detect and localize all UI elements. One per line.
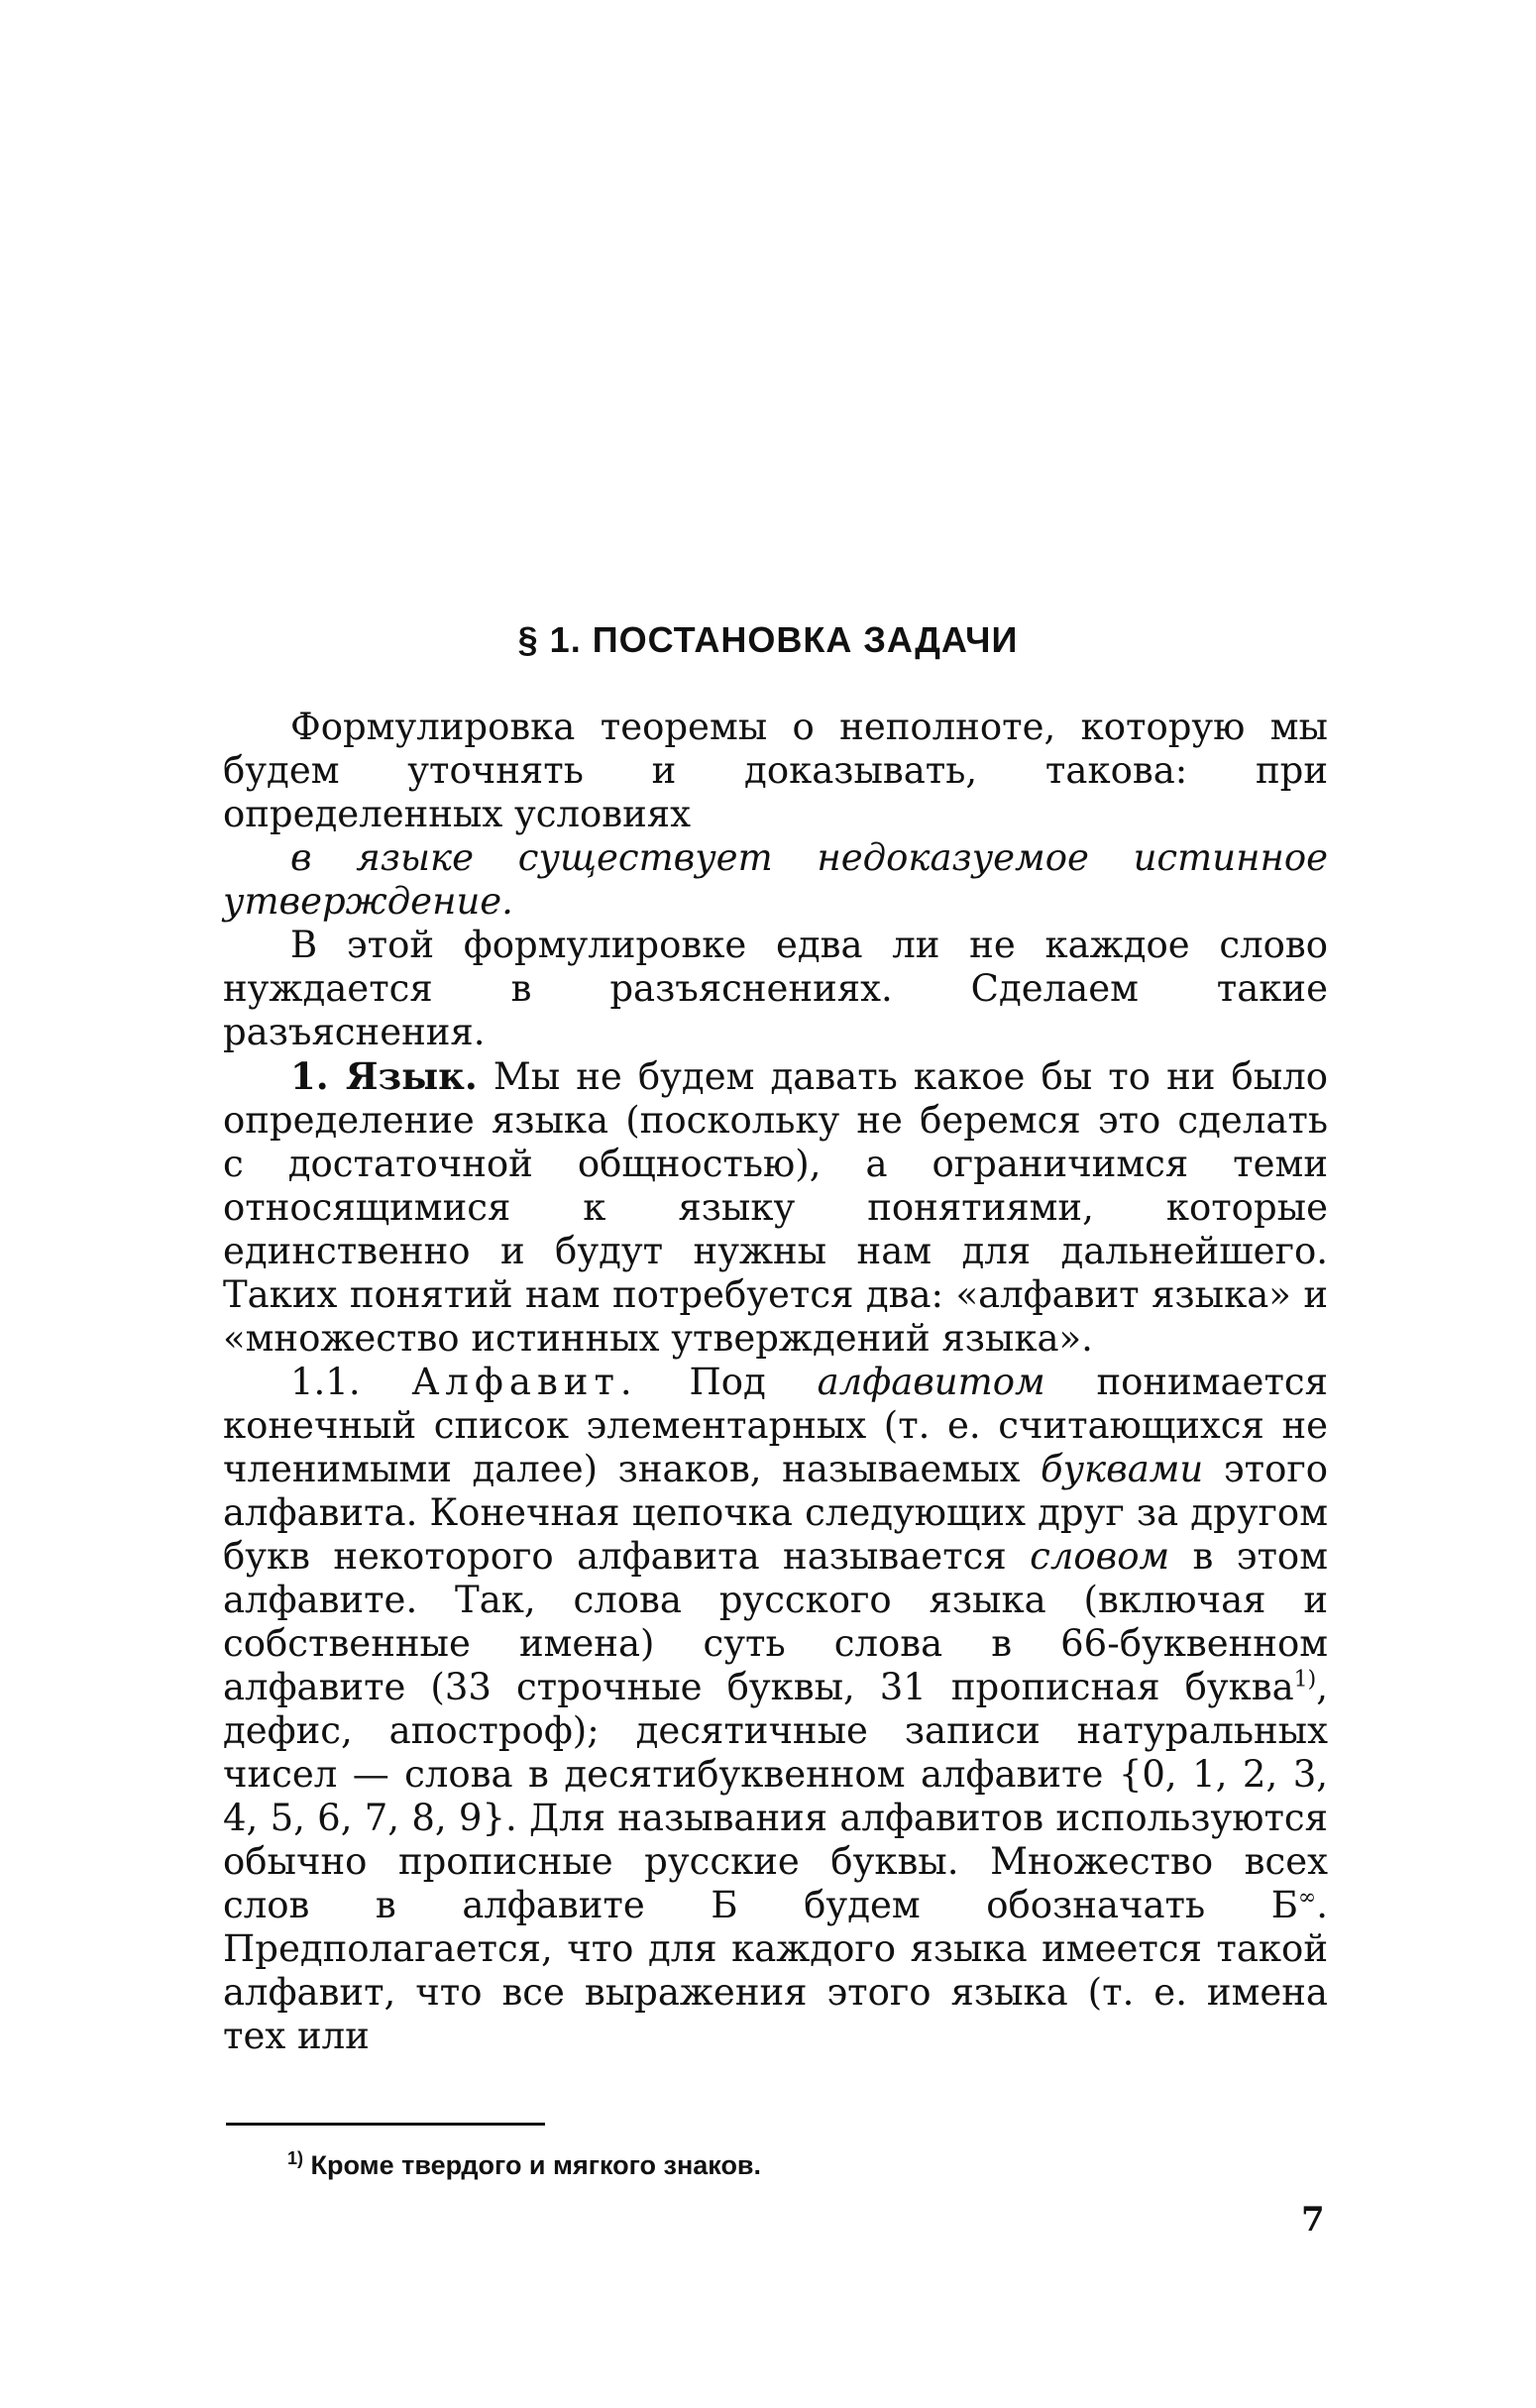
subsection-heading-language: 1. Язык.	[290, 1054, 478, 1098]
infinity-superscript: ∞	[1297, 1885, 1317, 1911]
footnote	[287, 2148, 761, 2182]
footnote-divider	[226, 2123, 545, 2126]
section-title: § 1. ПОСТАНОВКА ЗАДАЧИ	[517, 619, 1019, 660]
alphabet-text-b: понимается конечный список элементарных (т. е. считающихся не членимыми далее) знаков, называемых	[223, 1361, 1328, 1490]
alphabet-text-c: этого алфавита. Конечная цепочка следующих друг за другом букв некоторого алфавита называется	[223, 1448, 1329, 1578]
paragraph-clarification: В этой формулировке едва ли не каждое слово нуждается в разъяснениях. Сделаем такие разъяснения.	[223, 924, 1328, 1053]
term-letters: буквами	[1041, 1448, 1204, 1490]
subsection-number-alphabet: 1.1.	[290, 1361, 412, 1403]
subsection-heading-alphabet: Алфавит.	[411, 1361, 638, 1403]
alphabet-text-f: . Предполагается, что для каждого языка имеется такой алфавит, что все выражения этого языка (т. е. имена тех или	[223, 1884, 1328, 2057]
alphabet-text-e: , дефис, апостроф); десятичные записи натуральных чисел — слова в десятибуквенном алфавите {0, 1, 2, 3, 4, 5, 6, 7, 8, 9}. Для называния алфавитов используются обычно прописные русские буквы. Множество всех слов в алфавите Б будем обозначать Б	[223, 1666, 1328, 1926]
page-number: 7	[1301, 2200, 1325, 2240]
alphabet-text-d: в этом алфавите. Так, слова русского языка (включая и собственные имена) суть слова в 66-буквенном алфавите (33 строчные буквы, 31 прописная буква	[223, 1535, 1328, 1708]
term-alphabet: алфавитом	[817, 1361, 1045, 1403]
footnote-reference[interactable]: 1)	[1293, 1667, 1317, 1693]
footnote-text: Кроме твердого и мягкого знаков.	[303, 2150, 762, 2180]
term-word: словом	[1030, 1535, 1170, 1578]
paragraph-language	[223, 1054, 1328, 1361]
paragraph-language-text: Мы не будем давать какое бы то ни было определение языка (поскольку не беремся это сделать с достаточной общностью), а ограничимся теми относящимися к языку понятиями, которые единственно и будут нужны нам для дальнейшего. Таких понятий нам потребуется два: «алфавит языка» и «множество истинных утверждений языка».	[223, 1055, 1328, 1360]
alphabet-text-a: Под	[637, 1361, 818, 1403]
theorem-statement: в языке существует недоказуемое истинное утверждение.	[223, 836, 1328, 923]
body-text	[223, 706, 1328, 2058]
paragraph-alphabet	[223, 1361, 1328, 2058]
footnote-marker: 1)	[287, 2148, 304, 2168]
paragraph-intro: Формулировка теоремы о неполноте, которую мы будем уточнять и доказывать, такова: при определенных условиях	[223, 706, 1328, 835]
